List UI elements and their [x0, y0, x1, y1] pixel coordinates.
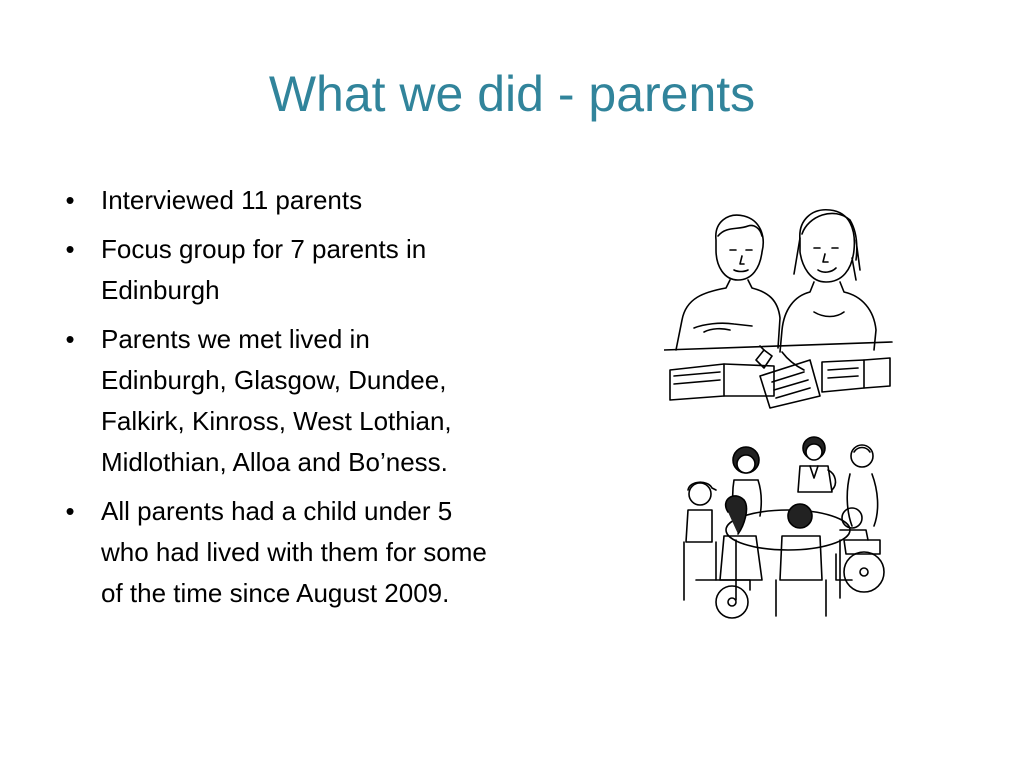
- slide-title: What we did - parents: [268, 66, 756, 122]
- bullet-text: All parents had a child under 5 who had lived with them for some of the time since August 2009.: [101, 496, 487, 608]
- bullet-text: Focus group for 7 parents in Edinburgh: [101, 234, 427, 305]
- bullet-icon: •: [65, 324, 75, 354]
- bullet-item: [60, 319, 500, 483]
- two-people-writing-illustration: [664, 200, 894, 410]
- bullet-icon: •: [65, 185, 75, 215]
- bullet-item: [60, 229, 500, 311]
- group-around-table-illustration: [676, 430, 892, 620]
- bullet-icon: •: [65, 496, 75, 526]
- bullet-item: [60, 180, 500, 221]
- bullet-list: [60, 180, 500, 622]
- bullet-text: Parents we met lived in Edinburgh, Glasgow, Dundee, Falkirk, Kinross, West Lothian, Midlothian, Alloa and Bo’ness.: [101, 324, 452, 477]
- bullet-text: Interviewed 11 parents: [101, 185, 363, 215]
- bullet-item: [60, 491, 500, 614]
- bullet-icon: •: [65, 234, 75, 264]
